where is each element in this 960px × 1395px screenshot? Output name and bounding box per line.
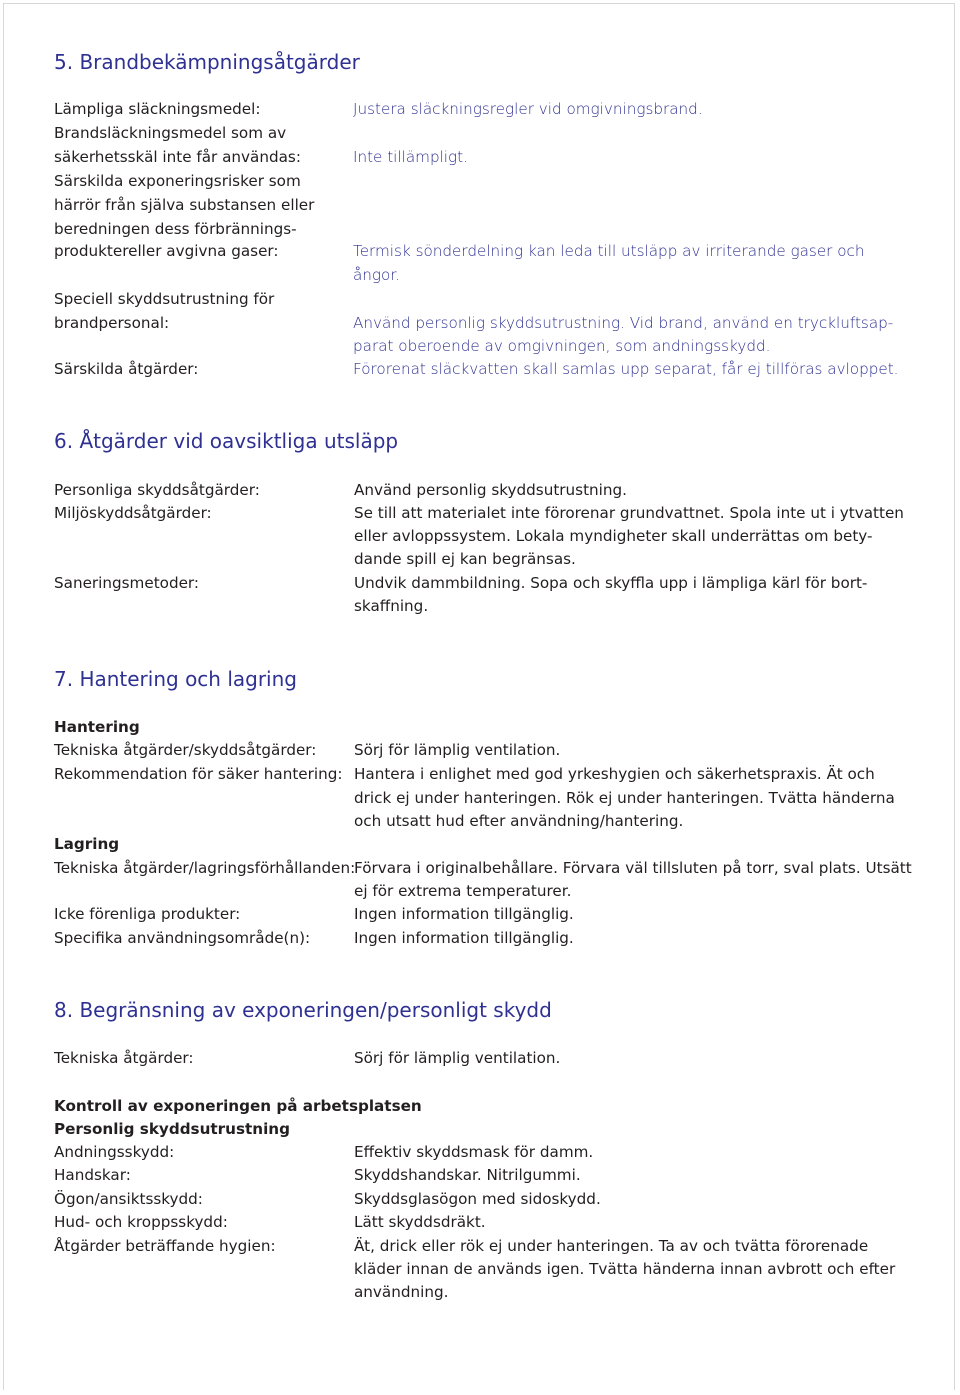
- s5-label: produktereller avgivna gaser:: [54, 242, 279, 260]
- s8-value: Sörj för lämplig ventilation.: [354, 1049, 561, 1067]
- s5-label: säkerhetsskäl inte får användas:: [54, 148, 301, 166]
- s5-label: brandpersonal:: [54, 314, 170, 332]
- s7-value: Sörj för lämplig ventilation.: [354, 741, 561, 759]
- s8-label: Andningsskydd:: [54, 1143, 175, 1161]
- s7-value: och utsatt hud efter användning/hantering.: [354, 812, 684, 830]
- s6-value: Använd personlig skyddsutrustning.: [354, 481, 627, 499]
- s7-label: Tekniska åtgärder/skyddsåtgärder:: [54, 741, 317, 759]
- section-7-heading: 7. Hantering och lagring: [54, 667, 297, 691]
- s6-value: Undvik dammbildning. Sopa och skyffla upp i lämpliga kärl för bort-: [354, 574, 868, 592]
- s7-value: Ingen information tillgänglig.: [354, 929, 574, 947]
- s8-label: Ögon/ansiktsskydd:: [54, 1190, 203, 1208]
- s5-label: Särskilda exponeringsrisker som: [54, 172, 301, 190]
- s7-label: Icke förenliga produkter:: [54, 905, 241, 923]
- s7-value: Ingen information tillgänglig.: [354, 905, 574, 923]
- s7-value: drick ej under hanteringen. Rök ej under hanteringen. Tvätta händerna: [354, 789, 895, 807]
- s5-value: ångor.: [353, 266, 401, 284]
- s8-value: Skyddshandskar. Nitrilgummi.: [354, 1166, 581, 1184]
- section-6-heading: 6. Åtgärder vid oavsiktliga utsläpp: [54, 429, 399, 453]
- s8-value: användning.: [354, 1283, 449, 1301]
- s7-subheading-lagring: Lagring: [54, 835, 120, 853]
- s8-value: Skyddsglasögon med sidoskydd.: [354, 1190, 601, 1208]
- s8-value: Lätt skyddsdräkt.: [354, 1213, 486, 1231]
- s7-value: ej för extrema temperaturer.: [354, 882, 572, 900]
- s5-label: härrör från själva substansen eller: [54, 196, 315, 214]
- s7-label: Rekommendation för säker hantering:: [54, 765, 343, 783]
- s6-label: Miljöskyddsåtgärder:: [54, 504, 212, 522]
- s7-subheading-hantering: Hantering: [54, 718, 140, 736]
- s8-value: Ät, drick eller rök ej under hanteringen. Ta av och tvätta förorenade: [354, 1237, 869, 1255]
- s8-subheading-kontroll: Kontroll av exponeringen på arbetsplatsen: [54, 1097, 422, 1115]
- s8-label: Tekniska åtgärder:: [54, 1049, 194, 1067]
- s5-value: Använd personlig skyddsutrustning. Vid brand, använd en tryckluftsap-: [353, 314, 894, 332]
- s6-value: eller avloppssystem. Lokala myndigheter skall underrättas om bety-: [354, 527, 873, 545]
- s8-label: Hud- och kroppsskydd:: [54, 1213, 228, 1231]
- s6-value: dande spill ej kan begränsas.: [354, 550, 576, 568]
- section-8-heading: 8. Begränsning av exponeringen/personligt skydd: [54, 998, 552, 1022]
- s5-label: beredningen dess förbrännings-: [54, 220, 297, 238]
- s7-value: Förvara i originalbehållare. Förvara väl tillsluten på torr, sval plats. Utsätt: [354, 859, 912, 877]
- s5-value: Justera släckningsregler vid omgivningsbrand.: [353, 100, 703, 118]
- s6-label: Saneringsmetoder:: [54, 574, 200, 592]
- s5-value: parat oberoende av omgivningen, som andningsskydd.: [353, 337, 771, 355]
- s6-value: Se till att materialet inte förorenar grundvattnet. Spola inte ut i ytvatten: [354, 504, 904, 522]
- s7-label: Tekniska åtgärder/lagringsförhållanden:: [54, 859, 356, 877]
- s7-value: Hantera i enlighet med god yrkeshygien och säkerhetspraxis. Ät och: [354, 765, 875, 783]
- s8-label: Handskar:: [54, 1166, 131, 1184]
- s7-label: Specifika användningsområde(n):: [54, 929, 311, 947]
- s5-label: Lämpliga släckningsmedel:: [54, 100, 261, 118]
- s5-value: Termisk sönderdelning kan leda till utsläpp av irriterande gaser och: [353, 242, 865, 260]
- s8-value: Effektiv skyddsmask för damm.: [354, 1143, 594, 1161]
- s8-subheading-personlig: Personlig skyddsutrustning: [54, 1120, 290, 1138]
- s6-value: skaffning.: [354, 597, 429, 615]
- s5-value: Inte tillämpligt.: [353, 148, 468, 166]
- s6-label: Personliga skyddsåtgärder:: [54, 481, 260, 499]
- s5-value: Förorenat släckvatten skall samlas upp separat, får ej tillföras avloppet.: [353, 360, 899, 378]
- s5-label: Brandsläckningsmedel som av: [54, 124, 287, 142]
- section-5-heading: 5. Brandbekämpningsåtgärder: [54, 50, 360, 74]
- s8-value: kläder innan de används igen. Tvätta händerna innan avbrott och efter: [354, 1260, 896, 1278]
- s5-label: Speciell skyddsutrustning för: [54, 290, 275, 308]
- s5-label: Särskilda åtgärder:: [54, 360, 199, 378]
- s8-label: Åtgärder beträffande hygien:: [54, 1237, 276, 1255]
